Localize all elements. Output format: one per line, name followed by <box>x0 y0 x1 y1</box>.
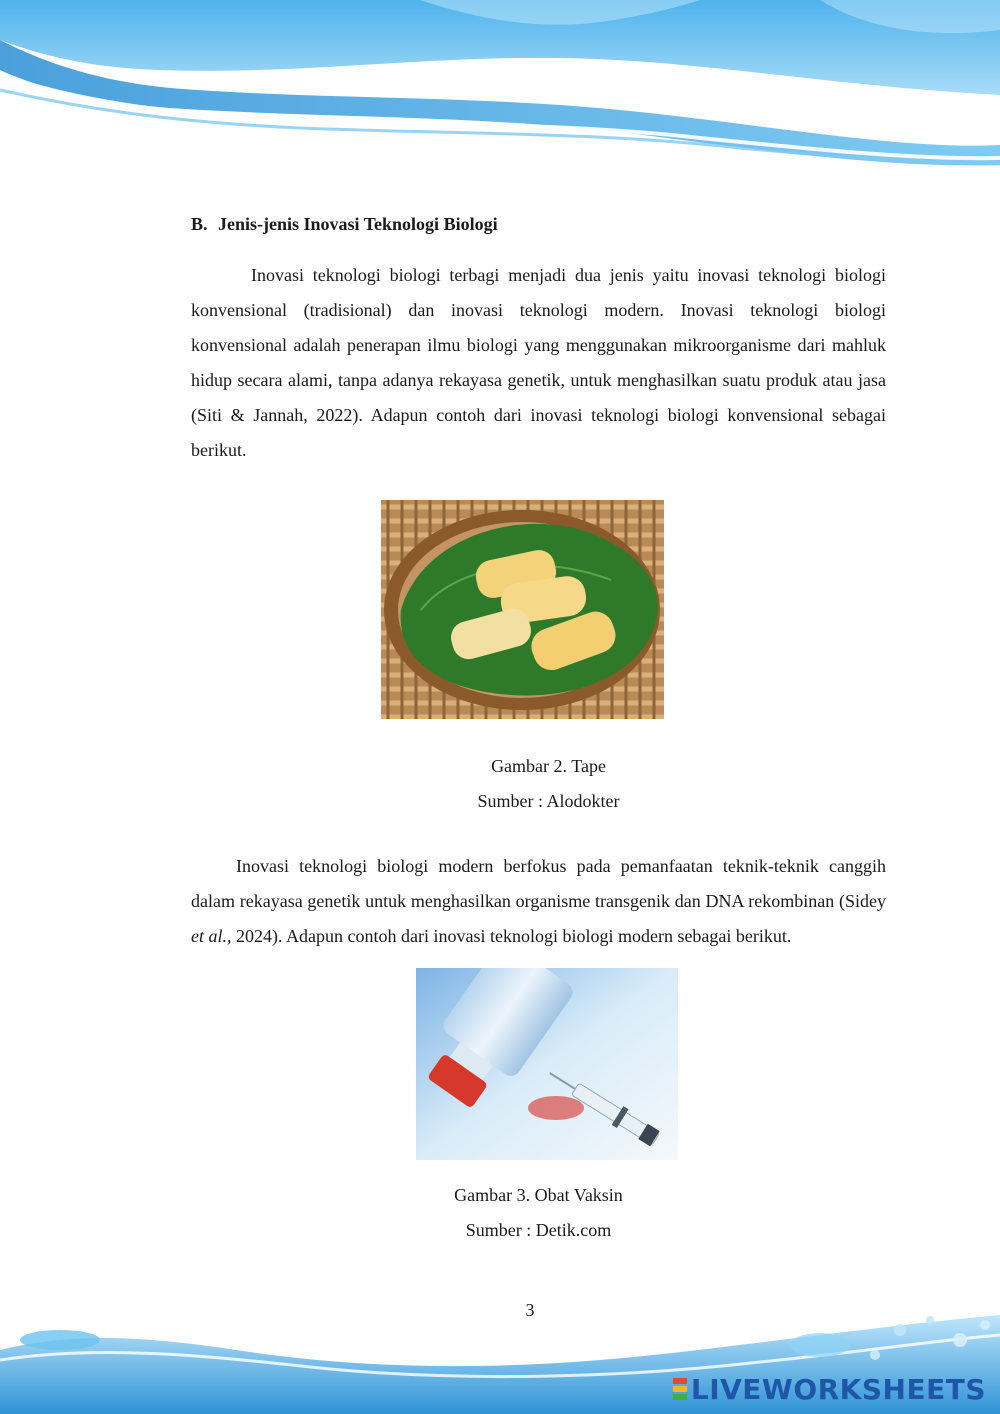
liveworksheets-watermark <box>673 1374 986 1404</box>
tape-image <box>381 500 664 719</box>
watermark-text: LIVEWORKSHEETS <box>690 1372 986 1406</box>
page-content <box>191 210 886 1248</box>
figure2-source: Sumber : Detik.com <box>465 1220 612 1240</box>
paragraph-modern-italic: et al., <box>191 926 232 946</box>
paragraph-modern-text-2: 2024). Adapun contoh dari inovasi teknologi biologi modern sebagai berikut. <box>231 926 792 946</box>
figure1-source: Sumber : Alodokter <box>477 791 620 811</box>
paragraph-conventional: Inovasi teknologi biologi terbagi menjadi dua jenis yaitu inovasi teknologi biologi konvensional (tradisional) dan inovasi teknologi modern. Inovasi teknologi biologi konvensional adalah penerapan ilmu biologi yang menggunakan mikroorganisme dari mahluk hidup secara alami, tanpa adanya rekayasa genetik, untuk menghasilkan suatu produk atau jasa (Siti & Jannah, 2022). Adapun contoh dari inovasi teknologi biologi konvensional sebagai berikut. <box>191 265 886 460</box>
figure1-caption: Gambar 2. Tape <box>491 756 606 776</box>
header-wave-banner <box>0 0 1000 170</box>
figure1-caption-block <box>211 749 886 819</box>
liveworksheets-logo-icon <box>673 1377 687 1401</box>
paragraph-modern <box>191 849 886 954</box>
paragraph-modern-text-1: Inovasi teknologi biologi modern berfokus pada pemanfaatan teknik-teknik canggih dalam rekayasa genetik untuk menghasilkan organisme transgenik dan DNA rekombinan (Sidey <box>191 856 886 911</box>
section-number: B. <box>191 214 208 234</box>
figure2-caption-block <box>191 1178 886 1248</box>
section-heading <box>191 210 886 238</box>
figure2-caption: Gambar 3. Obat Vaksin <box>454 1185 623 1205</box>
vaccine-image <box>416 968 678 1160</box>
section-title: Jenis-jenis Inovasi Teknologi Biologi <box>218 214 498 234</box>
page-number: 3 <box>525 1300 535 1320</box>
